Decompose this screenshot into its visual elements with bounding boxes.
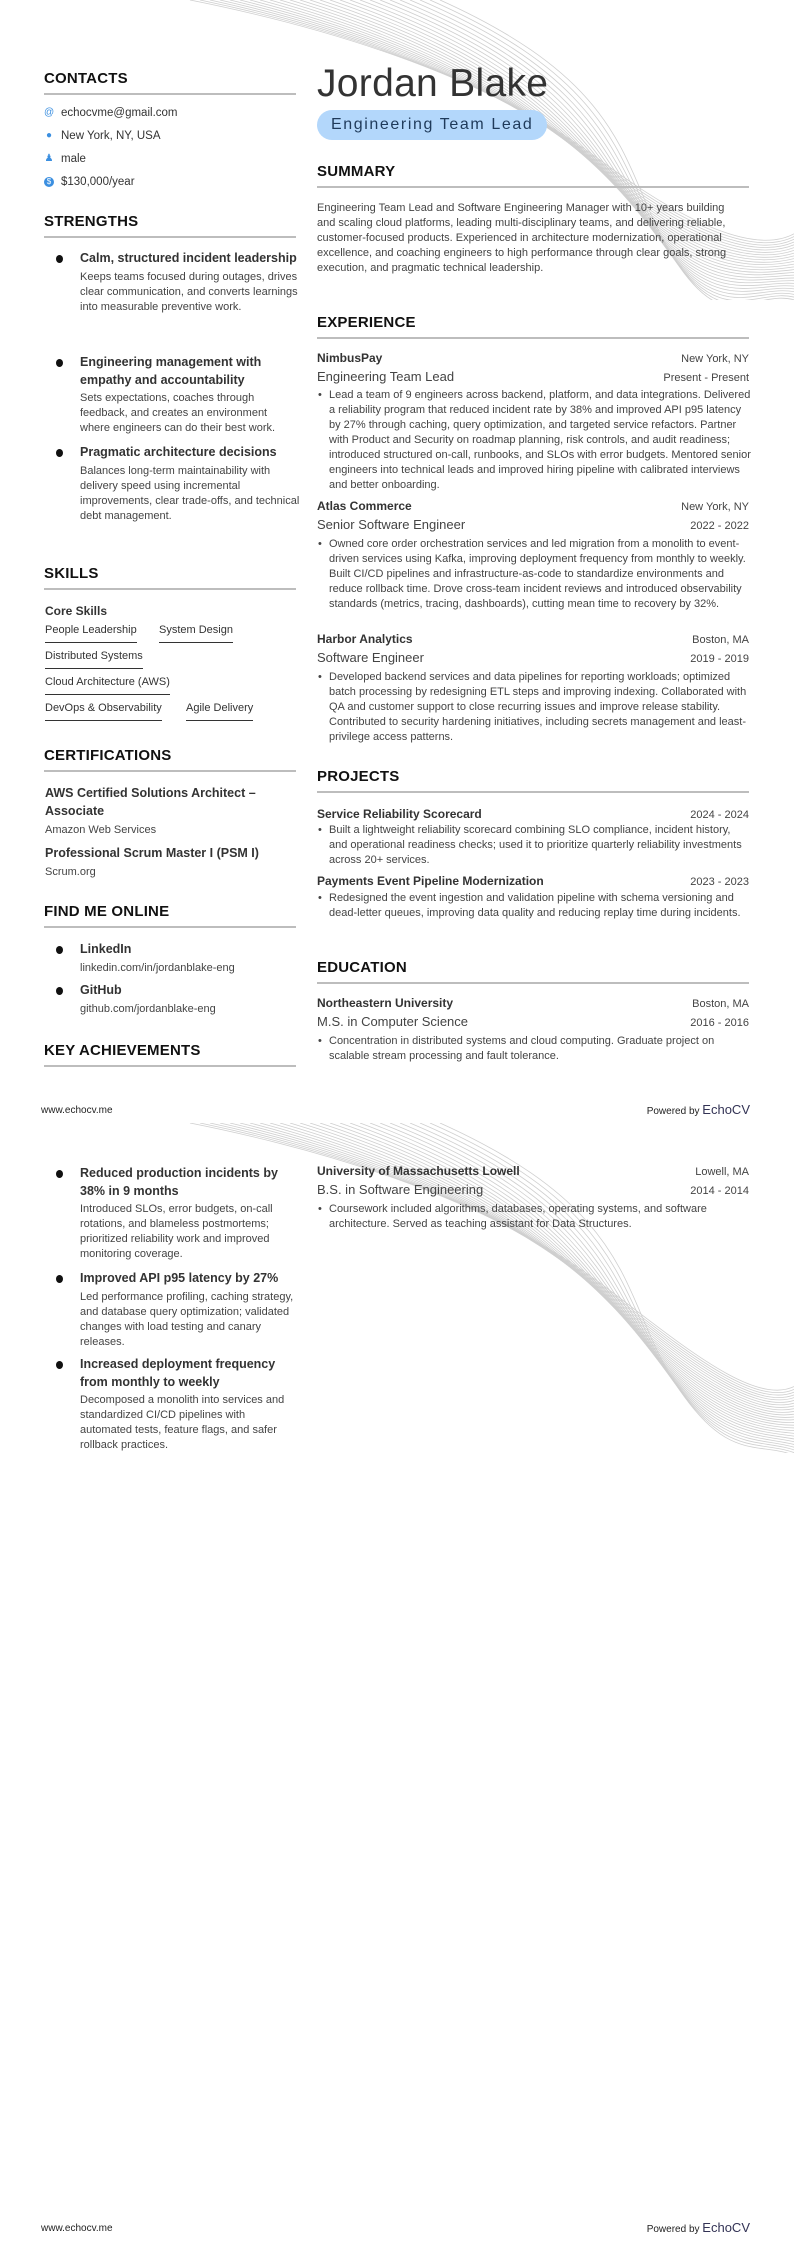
skill-chip: People Leadership (45, 624, 137, 643)
certifications-heading: CERTIFICATIONS (44, 747, 172, 764)
achievement-item (44, 1270, 300, 1350)
skill-chip: Cloud Architecture (AWS) (45, 676, 170, 695)
education-heading: EDUCATION (317, 959, 407, 976)
experience-bullet: • Owned core order orchestration services and led migration from a monolith to event-driven services using Kafka, improving deployment frequency from monthly to weekly. Built CI/CD pipelines and infrastructure-as-code to standardize environments and reduce rollback time. Drove cross-team incident reviews and introduced observability standards (metrics, tracing, dashboards), cutting mean time to recovery by 32%. (317, 537, 751, 612)
strength-item (44, 354, 300, 436)
job-location: New York, NY (681, 501, 749, 513)
divider (44, 1065, 296, 1067)
online-url[interactable]: linkedin.com/in/jordanblake-eng (80, 961, 235, 974)
achievement-title: Reduced production incidents by 38% in 9 months (80, 1166, 278, 1198)
achievement-item (44, 1356, 300, 1453)
dollar-icon: $ (44, 177, 54, 187)
experience-role-row (317, 650, 749, 665)
contact-text: $130,000/year (61, 176, 135, 188)
achievement-item (44, 1165, 300, 1262)
job-dates: Present - Present (663, 372, 749, 384)
achievements-heading: KEY ACHIEVEMENTS (44, 1042, 201, 1059)
footer-site-link[interactable]: www.echocv.me (41, 1105, 113, 1116)
divider (44, 236, 296, 238)
online-url[interactable]: github.com/jordanblake-eng (80, 1002, 216, 1015)
summary-text: Engineering Team Lead and Software Engineering Manager with 10+ years building and scaling cloud platforms, leading multi-disciplinary teams, and delivering reliable, customer-focused products. Experienced in architecture modernization, operational excellence, and coaching engineers to high performance through clear goals, strong execution, and pragmatic technical leadership. (317, 202, 727, 274)
school-location: Lowell, MA (695, 1166, 749, 1178)
skills-heading: SKILLS (44, 565, 99, 582)
education-dates: 2016 - 2016 (690, 1017, 749, 1029)
strength-desc: Keeps teams focused during outages, drives clear communication, and converts learnings into measurable preventive work. (80, 270, 298, 313)
bullet-icon (56, 449, 63, 457)
contact-text: New York, NY, USA (61, 130, 161, 142)
divider (317, 982, 749, 984)
brand-logo: EchoCV (702, 2220, 750, 2235)
powered-by-text: Powered by (646, 1106, 700, 1117)
bullet-icon (56, 987, 63, 995)
skill-group-title: Core Skills (45, 604, 108, 618)
contact-salary (44, 176, 135, 188)
project-bullet: • Redesigned the event ingestion and validation pipeline with schema versioning and dead-letter queues, improving data quality and reducing replay time during incidents. (317, 891, 751, 921)
divider (317, 791, 749, 793)
certification-issuer: Scrum.org (45, 866, 96, 878)
achievement-desc: Decomposed a monolith into services and standardized CI/CD pipelines with automated tests, feature flags, and safer rollback practices. (80, 1394, 285, 1451)
at-icon: @ (44, 107, 55, 118)
certification-name: AWS Certified Solutions Architect – Associate (45, 786, 256, 818)
experience-bullet: • Developed backend services and data pipelines for reporting workloads; optimized batch processing by redesigning ETL steps and improving indexing. Collaborated with QA and customer support to close recurring issues and improve release stability. Contributed to security hardening initiatives, including secrets management and least-privilege access patterns. (317, 670, 751, 745)
project-header (317, 807, 749, 821)
divider (317, 337, 749, 339)
job-role: Senior Software Engineer (317, 517, 466, 532)
project-dates: 2024 - 2024 (690, 809, 749, 821)
divider (44, 93, 296, 95)
education-degree-row (317, 1014, 749, 1029)
achievement-title: Increased deployment frequency from monthly to weekly (80, 1357, 276, 1389)
online-label: LinkedIn (80, 942, 132, 956)
education-dates: 2014 - 2014 (690, 1185, 749, 1197)
job-location: Boston, MA (692, 634, 749, 646)
company-name: Atlas Commerce (317, 499, 412, 513)
education-bullet: • Coursework included algorithms, databases, operating systems, and software architecture. Served as teaching assistant for Data Structures. (317, 1202, 751, 1232)
contact-location (44, 130, 161, 142)
project-bullet: • Built a lightweight reliability scorecard combining SLO compliance, incident history, and operational readiness checks; used it to prioritize quarterly reliability investments across 20+ services. (317, 823, 751, 868)
bullet-icon (56, 1361, 63, 1369)
job-title-badge: Engineering Team Lead (317, 110, 547, 140)
experience-heading: EXPERIENCE (317, 314, 416, 331)
strength-title: Calm, structured incident leadership (80, 251, 297, 265)
experience-role-row (317, 369, 749, 384)
contact-gender (44, 153, 86, 165)
skill-chip: System Design (159, 624, 233, 643)
company-name: NimbusPay (317, 351, 383, 365)
contact-text: echocvme@gmail.com (61, 107, 178, 119)
strength-title: Pragmatic architecture decisions (80, 445, 277, 459)
experience-header (317, 499, 749, 513)
education-header (317, 1164, 749, 1178)
online-item[interactable] (44, 982, 300, 1017)
education-header (317, 996, 749, 1010)
footer-powered-by[interactable] (647, 2220, 750, 2235)
powered-by-text: Powered by (646, 2224, 700, 2235)
divider (317, 186, 749, 188)
candidate-name: Jordan Blake (317, 62, 549, 105)
contact-text: male (61, 153, 86, 165)
achievement-desc: Introduced SLOs, error budgets, on-call rotations, and blameless postmortems; prioritized reliability work and improved monitoring coverage. (80, 1203, 273, 1260)
footer-powered-by[interactable] (647, 1102, 750, 1117)
bullet-icon (56, 255, 63, 263)
certification-name: Professional Scrum Master I (PSM I) (45, 846, 259, 860)
strengths-heading: STRENGTHS (44, 213, 139, 230)
strength-item (44, 444, 300, 524)
strength-item (44, 250, 300, 315)
degree: B.S. in Software Engineering (317, 1182, 484, 1197)
bullet-icon (56, 359, 63, 367)
job-location: New York, NY (681, 353, 749, 365)
brand-logo: EchoCV (702, 1102, 750, 1117)
education-degree-row (317, 1182, 749, 1197)
company-name: Harbor Analytics (317, 632, 413, 646)
job-role: Software Engineer (317, 650, 424, 665)
divider (44, 926, 296, 928)
skill-chip: DevOps & Observability (45, 702, 162, 721)
job-dates: 2019 - 2019 (690, 653, 749, 665)
skill-chip: Distributed Systems (45, 650, 143, 669)
divider (44, 588, 296, 590)
experience-role-row (317, 517, 749, 532)
strength-desc: Balances long-term maintainability with delivery speed using incremental improvements, clear trade-offs, and technical debt management. (80, 464, 300, 522)
degree: M.S. in Computer Science (317, 1014, 469, 1029)
job-role: Engineering Team Lead (317, 369, 455, 384)
contacts-heading: CONTACTS (44, 70, 128, 87)
bullet-icon (56, 1170, 63, 1178)
project-name: Payments Event Pipeline Modernization (317, 874, 544, 888)
skill-chip: Agile Delivery (186, 702, 253, 721)
footer-site-link[interactable]: www.echocv.me (41, 2223, 113, 2234)
contact-email[interactable] (44, 107, 178, 119)
person-icon: ♟ (44, 153, 54, 164)
projects-heading: PROJECTS (317, 768, 400, 785)
school-name: University of Massachusetts Lowell (317, 1164, 520, 1178)
bullet-icon (56, 1275, 63, 1283)
strength-desc: Sets expectations, coaches through feedback, and creates an environment where engineers can do their best work. (80, 392, 276, 434)
project-name: Service Reliability Scorecard (317, 807, 482, 821)
online-label: GitHub (80, 983, 122, 997)
online-heading: FIND ME ONLINE (44, 903, 170, 920)
achievement-desc: Led performance profiling, caching strategy, and database query optimization; validated changes with load testing and canary releases. (80, 1290, 294, 1348)
education-bullet: • Concentration in distributed systems and cloud computing. Graduate project on scalable stream processing and fault tolerance. (317, 1034, 751, 1064)
school-location: Boston, MA (692, 998, 749, 1010)
project-dates: 2023 - 2023 (690, 876, 749, 888)
experience-header (317, 351, 749, 365)
bullet-icon (56, 946, 63, 954)
job-dates: 2022 - 2022 (690, 520, 749, 532)
experience-header (317, 632, 749, 646)
school-name: Northeastern University (317, 996, 454, 1010)
location-pin-icon: ● (45, 130, 53, 141)
certification-issuer: Amazon Web Services (45, 824, 157, 836)
experience-bullet: • Lead a team of 9 engineers across backend, platform, and data integrations. Delivered a reliability program that reduced incident rate by 38% and improved API p95 latency by 27% through caching, query optimization, and targeted service refactors. Partner with Product and Security on roadmap planning, risk controls, and audit readiness; introduced structured on-call, runbooks, and SLOs with error budgets. Mentored senior engineers into technical leads and improved hiring pipeline with calibrated interviews and better onboarding. (317, 388, 751, 493)
achievement-title: Improved API p95 latency by 27% (80, 1271, 279, 1285)
strength-title: Engineering management with empathy and accountability (80, 355, 262, 387)
online-item[interactable] (44, 941, 300, 976)
summary-heading: SUMMARY (317, 163, 396, 180)
divider (44, 770, 296, 772)
project-header (317, 874, 749, 888)
